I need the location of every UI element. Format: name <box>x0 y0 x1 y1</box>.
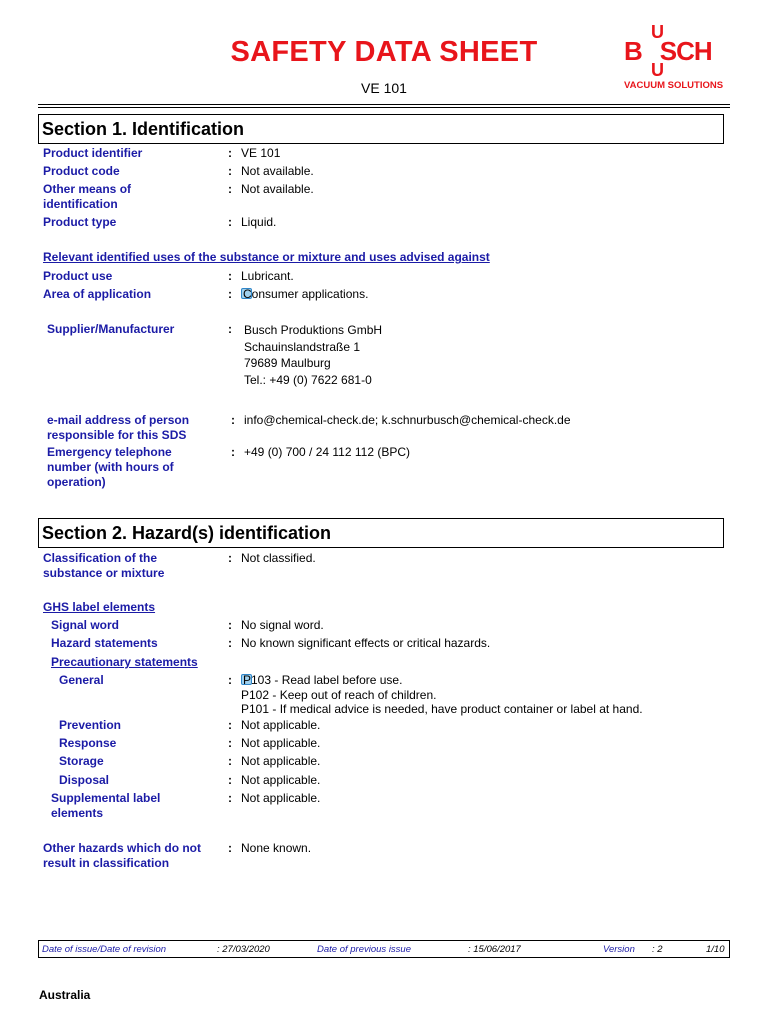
classification-value: Not classified. <box>241 551 316 565</box>
colon: : <box>228 287 232 301</box>
colon: : <box>228 164 232 178</box>
logo-sch: SCH <box>659 36 712 66</box>
colon: : <box>231 413 235 427</box>
general-line <box>241 673 643 688</box>
emergency-label-line2: number (with hours of <box>47 460 174 474</box>
colon: : <box>228 791 232 805</box>
logo-b: B <box>624 36 642 66</box>
classification-label-line2: substance or mixture <box>43 566 165 580</box>
supplemental-label-line1: Supplemental label <box>51 791 161 805</box>
footer-rule-bottom <box>38 957 730 958</box>
product-use-value: Lubricant. <box>241 269 294 283</box>
disposal-label: Disposal <box>59 773 110 787</box>
colon: : <box>228 673 232 687</box>
product-identifier-label: Product identifier <box>43 146 143 160</box>
storage-value: Not applicable. <box>241 754 321 768</box>
classification-label-line1: Classification of the <box>43 551 158 565</box>
version-value: : 2 <box>652 944 663 955</box>
supplemental-value: Not applicable. <box>241 791 321 805</box>
signal-word-label: Signal word <box>51 618 120 632</box>
supplemental-label-line2: elements <box>51 806 104 820</box>
product-use-label: Product use <box>43 269 113 283</box>
email-value[interactable]: info@chemical-check.de; k.schnurbusch@chemical-check.de <box>244 413 571 427</box>
supplier-address <box>244 322 382 388</box>
prevention-value: Not applicable. <box>241 718 321 732</box>
supplier-line: Schauinslandstraße 1 <box>244 339 361 354</box>
footer-rule-top <box>38 940 730 941</box>
logo-tagline: VACUUM SOLUTIONS <box>624 80 724 91</box>
colon: : <box>228 322 232 336</box>
signal-word-value: No signal word. <box>241 618 324 632</box>
header-rule-top <box>38 104 730 105</box>
other-hazards-value: None known. <box>241 841 312 855</box>
general-line: P101 - If medical advice is needed, have product container or label at hand. <box>241 702 643 716</box>
email-label <box>47 413 189 443</box>
colon: : <box>228 718 232 732</box>
other-hazards-label <box>43 841 201 871</box>
colon: : <box>228 736 232 750</box>
document-title: SAFETY DATA SHEET <box>230 36 538 68</box>
area-of-application-row <box>241 287 368 302</box>
other-means-label-line2: identification <box>43 197 118 211</box>
product-type-label: Product type <box>43 215 117 229</box>
colon: : <box>228 754 232 768</box>
emergency-label-line3: operation) <box>47 475 106 489</box>
colon: : <box>228 551 232 565</box>
footer-border-right <box>729 941 730 957</box>
header-rule-bottom <box>38 107 730 108</box>
other-means-label-line1: Other means of <box>43 182 132 196</box>
logo-wordmark <box>624 38 712 64</box>
email-label-line2: responsible for this SDS <box>47 428 187 442</box>
footer-border-left <box>38 941 39 957</box>
emergency-value: +49 (0) 700 / 24 112 112 (BPC) <box>244 445 410 459</box>
general-line-text: P103 - Read label before use. <box>243 673 403 687</box>
product-code-value: Not available. <box>241 164 314 178</box>
general-statements <box>241 673 643 717</box>
response-value: Not applicable. <box>241 736 321 750</box>
country-label: Australia <box>39 988 91 1002</box>
product-name-subtitle: VE 101 <box>361 80 407 96</box>
supplier-line: Busch Produktions GmbH <box>244 323 383 337</box>
general-line: P102 - Keep out of reach of children. <box>241 687 437 702</box>
other-means-value: Not available. <box>241 182 314 196</box>
supplier-label: Supplier/Manufacturer <box>47 322 175 336</box>
area-of-application-value: Consumer applications. <box>243 287 369 301</box>
colon: : <box>228 182 232 196</box>
logo-u-bottom: U <box>651 60 664 80</box>
disposal-value: Not applicable. <box>241 773 321 787</box>
area-of-application-label: Area of application <box>43 287 152 301</box>
section-2-heading: Section 2. Hazard(s) identification <box>38 518 724 548</box>
general-label: General <box>59 673 104 687</box>
response-label: Response <box>59 736 117 750</box>
prevention-label: Prevention <box>59 718 122 732</box>
emergency-label-line1: Emergency telephone <box>47 445 172 459</box>
product-type-value: Liquid. <box>241 215 277 229</box>
precautionary-statements-link[interactable]: Precautionary statements <box>51 655 198 669</box>
emergency-label <box>47 445 174 490</box>
product-code-label: Product code <box>43 164 120 178</box>
other-hazards-label-line2: result in classification <box>43 856 170 870</box>
product-identifier-value: VE 101 <box>241 146 281 160</box>
email-label-line1: e-mail address of person <box>47 413 190 427</box>
classification-label <box>43 551 164 581</box>
logo-u-top: U <box>651 22 664 42</box>
colon: : <box>231 445 235 459</box>
relevant-uses-link[interactable]: Relevant identified uses of the substance or mixture and uses advised against <box>43 250 490 264</box>
colon: : <box>228 841 232 855</box>
version-label: Version <box>603 944 635 955</box>
colon: : <box>228 215 232 229</box>
storage-label: Storage <box>59 754 104 768</box>
busch-logo <box>620 24 732 94</box>
previous-issue-value: : 15/06/2017 <box>468 944 521 955</box>
other-hazards-label-line1: Other hazards which do not <box>43 841 202 855</box>
hazard-statements-value: No known significant effects or critical hazards. <box>241 636 491 650</box>
colon: : <box>228 773 232 787</box>
colon: : <box>228 636 232 650</box>
hazard-statements-label: Hazard statements <box>51 636 158 650</box>
supplier-line: 79689 Maulburg <box>244 356 331 370</box>
other-means-label <box>43 182 131 212</box>
colon: : <box>228 269 232 283</box>
supplemental-label <box>51 791 160 821</box>
supplier-line: Tel.: +49 (0) 7622 681-0 <box>244 372 372 387</box>
ghs-label-elements-link[interactable]: GHS label elements <box>43 600 156 614</box>
previous-issue-label: Date of previous issue <box>317 944 411 955</box>
colon: : <box>228 146 232 160</box>
page-number: 1/10 <box>706 944 725 955</box>
issue-date-value: : 27/03/2020 <box>217 944 270 955</box>
issue-date-label: Date of issue/Date of revision <box>42 944 167 955</box>
section-1-heading: Section 1. Identification <box>38 114 724 144</box>
colon: : <box>228 618 232 632</box>
